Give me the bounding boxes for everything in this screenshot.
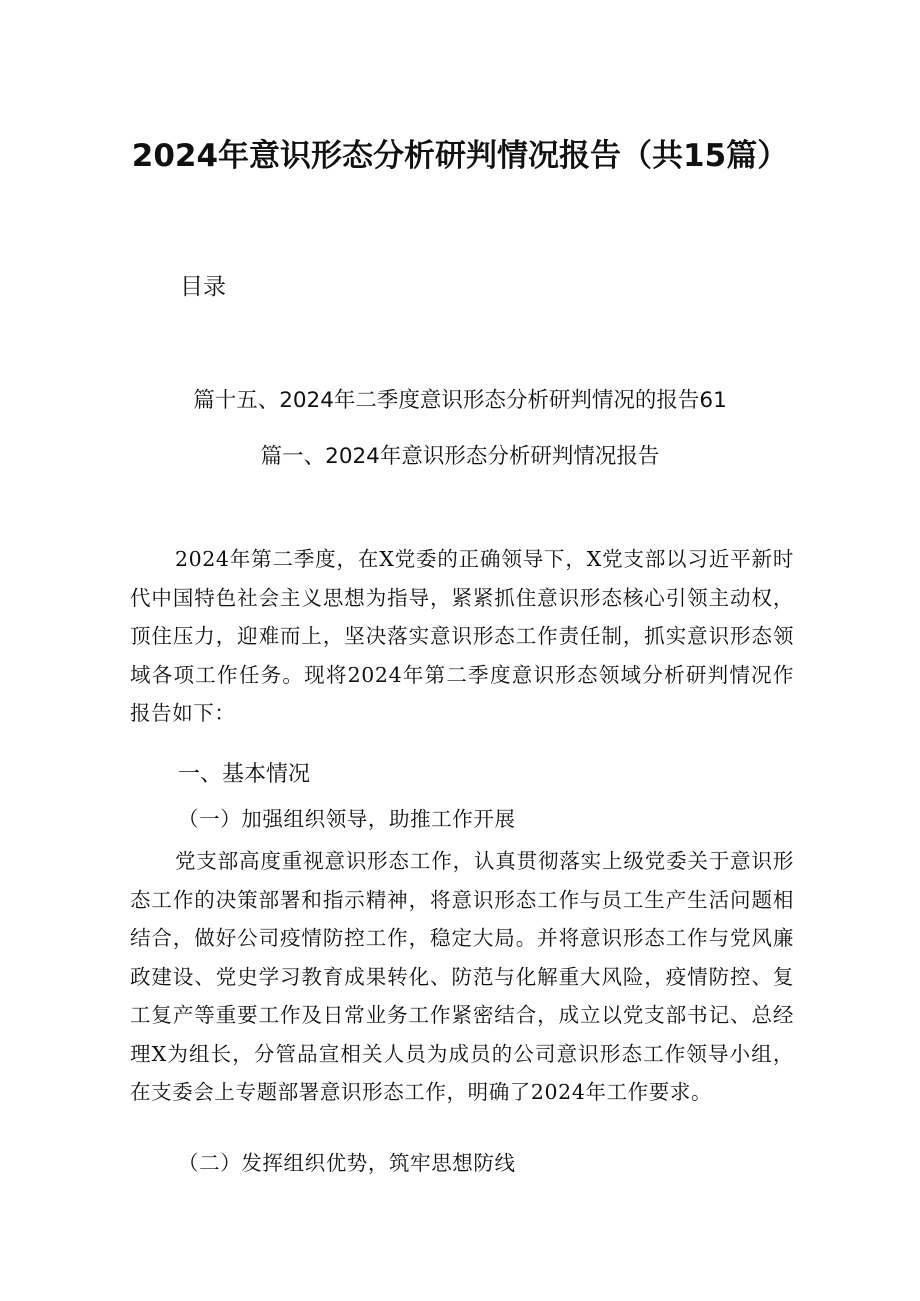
toc-entry: 篇一、2024年意识形态分析研判情况报告 <box>260 444 660 469</box>
toc-entry: 篇十五、2024年二季度意识形态分析研判情况的报告61 <box>193 388 727 413</box>
subsection-heading: （二）发挥组织优势，筑牢思想防线 <box>178 1151 516 1175</box>
subsection-paragraph: 党支部高度重视意识形态工作，认真贯彻落实上级党委关于意识形态工作的决策部署和指示精神，将意识形态工作与员工生产生活问题相结合，做好公司疫情防控工作，稳定大局。并将意识形态工作与党风廉政建设、党史学习教育成果转化、防范与化解重大风险，疫情防控、复工复产等重要工作及日常业务工作紧密结合，成立以党支部书记、总经理X为组长，分管品宣相关人员为成员的公司意识形态工作领导小组，在支委会上专题部署意识形态工作，明确了2024年工作要求。 <box>130 849 794 1104</box>
section-heading: 一、基本情况 <box>178 762 311 787</box>
subsection-heading: （一）加强组织领导，助推工作开展 <box>178 807 516 831</box>
intro-paragraph: 2024年第二季度，在X党委的正确领导下，X党支部以习近平新时代中国特色社会主义思想为指导，紧紧抓住意识形态核心引领主动权，顶住压力，迎难而上，坚决落实意识形态工作责任制，抓实意识形态领域各项工作任务。现将2024年第二季度意识形态领域分析研判情况作报告如下： <box>130 547 794 725</box>
toc-label: 目录 <box>180 274 226 300</box>
document-title: 2024年意识形态分析研判情况报告（共15篇） <box>131 138 789 174</box>
